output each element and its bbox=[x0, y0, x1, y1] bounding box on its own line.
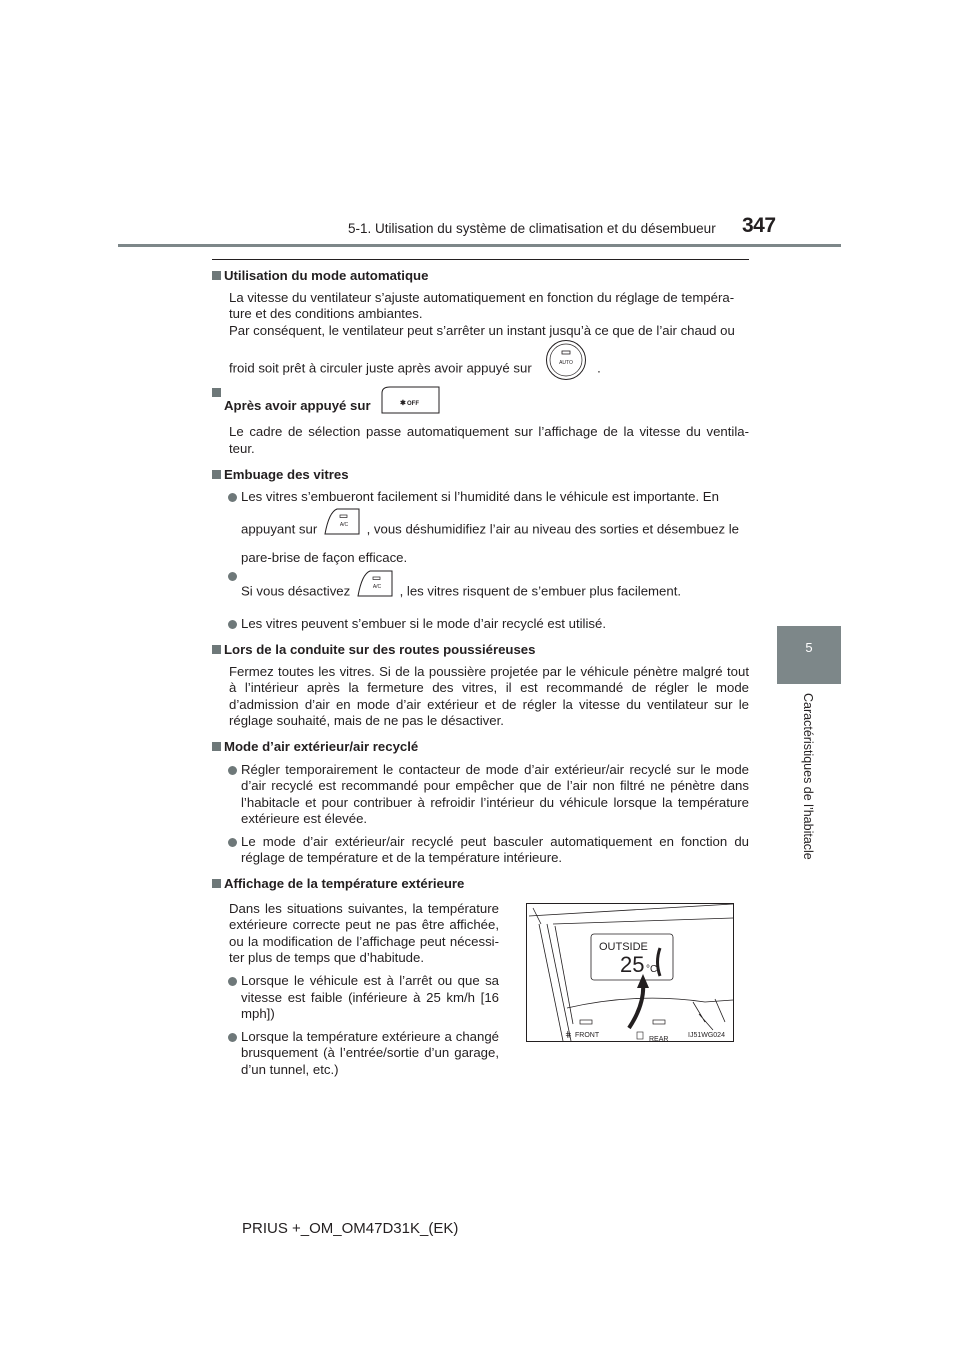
auto-mode-line-4: froid soit prêt à circuler juste après avoir appuyé sur AUTO . bbox=[229, 339, 749, 383]
display-temperature: 25 bbox=[620, 952, 645, 977]
chapter-tab bbox=[777, 626, 841, 684]
display-unit: °C bbox=[646, 964, 658, 975]
ac-button-icon bbox=[356, 568, 394, 616]
section-title-fogging: Embuage des vitres bbox=[212, 467, 749, 484]
section-title-recirculation: Mode d’air extérieur/air recyclé bbox=[212, 739, 749, 756]
page-number: 347 bbox=[742, 214, 776, 237]
svg-text:⋕: ⋕ bbox=[565, 1030, 572, 1039]
recirculation-bullet-1: Régler temporairement le contacteur de mode d’air extérieur/air recyclé sur le mode d’air recyclé est recommandé pour empêcher que de l’air non filtré ne pénètre dans l’habitacle et pour contribuer à refroidir l’intérieur du véhicule lorsque la température extérieure est élevée. bbox=[212, 762, 749, 828]
dusty-roads-text: Fermez toutes les vitres. Si de la poussière projetée par le véhicule pénètre malgré tout à l’intérieur après la fermeture des vitres, il est recommandé de régler le mode d’admission d’air en mode d’air extérieur et de régler la vitesse du ventilateur sur le réglage souhaité, mais de ne pas le désactiver. bbox=[229, 663, 749, 729]
svg-text:A/C: A/C bbox=[372, 584, 382, 591]
chapter-title-vertical bbox=[800, 693, 820, 893]
outside-temp-bullet-2: Lorsque la température extérieure a changé brusquement (à l’entrée/sortie d’un garage, d’un tunnel, etc.) bbox=[212, 1029, 499, 1079]
auto-mode-text bbox=[212, 290, 749, 384]
section-title-outside-temp: Affichage de la température extérieure bbox=[212, 876, 749, 893]
fogging-bullet-2: Si vous désactivez A/C , les vitres risquent de s’embuer plus facilement. bbox=[212, 568, 749, 612]
figure-code: IJ51WG024 bbox=[688, 1032, 725, 1039]
dashboard-illustration bbox=[527, 904, 733, 1041]
rear-defroster-label: REAR bbox=[649, 1036, 669, 1041]
auto-mode-line-2: ture et des conditions ambiantes. bbox=[229, 306, 423, 322]
fogging-bullet-1: Les vitres s’embueront facilement si l’humidité dans le véhicule est importante. En appuyant sur A/C , vous déshumidifiez l’air au niveau des sorties et désembuez le pare-brise de façon efficace. bbox=[212, 489, 749, 566]
outside-temperature-figure bbox=[526, 903, 734, 1042]
outside-temp-bullet-1: Lorsque le véhicule est à l’arrêt ou que sa vitesse est faible (inférieure à 25 km/h [16 mph]) bbox=[212, 973, 499, 1023]
recirculation-bullet-2: Le mode d’air extérieur/air recyclé peut basculer automatiquement en fonction du réglage de température et de la température intérieure. bbox=[212, 834, 749, 867]
auto-mode-line-1: La vitesse du ventilateur s’ajuste automatiquement en fonction du réglage de tempéra- bbox=[229, 289, 735, 305]
document-code: PRIUS +_OM_OM47D31K_(EK) bbox=[242, 1220, 459, 1237]
content-divider bbox=[212, 259, 749, 260]
auto-mode-line-3: Par conséquent, le ventilateur peut s’arrêter un instant jusqu’à ce que de l’air chaud ou bbox=[229, 322, 735, 338]
section-header-title: 5-1. Utilisation du système de climatisation et du désembueur bbox=[348, 221, 716, 236]
display-outside-label: OUTSIDE bbox=[599, 941, 648, 953]
fogging-bullet-3: Les vitres peuvent s’embuer si le mode d’air recyclé est utilisé. bbox=[212, 616, 749, 633]
front-defroster-label: FRONT bbox=[575, 1032, 600, 1039]
svg-text:A/C: A/C bbox=[339, 521, 349, 528]
svg-text:✱: ✱ bbox=[400, 400, 407, 408]
auto-button-label: AUTO bbox=[559, 360, 574, 367]
chapter-number: 5 bbox=[805, 640, 813, 655]
section-title-dusty-roads: Lors de la conduite sur des routes poussiéreuses bbox=[212, 642, 749, 659]
after-off-text: Le cadre de sélection passe automatiquement sur l’affichage de la vitesse du ventila-teur. bbox=[229, 424, 749, 456]
outside-temp-text: Dans les situations suivantes, la température extérieure correcte peut ne pas être affichée, ou la modification de l’affichage peut nécessi-ter plus de temps que d’habitude. bbox=[229, 900, 499, 966]
header-divider bbox=[118, 244, 841, 247]
off-button-label: OFF bbox=[407, 401, 420, 408]
chapter-title: Caractéristiques de l’habitacle bbox=[801, 693, 815, 860]
section-title-after-off: Après avoir appuyé sur ✱ OFF bbox=[212, 385, 749, 419]
ac-button-icon bbox=[323, 506, 361, 554]
off-button-icon bbox=[380, 385, 442, 428]
section-title-auto-mode: Utilisation du mode automatique bbox=[212, 268, 749, 285]
